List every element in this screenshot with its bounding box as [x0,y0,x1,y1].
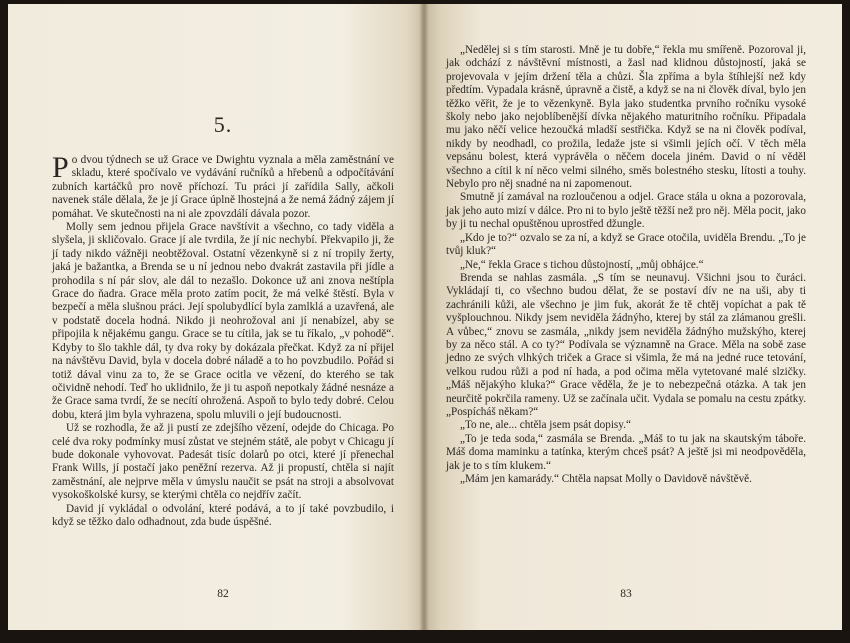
paragraph: „Mám jen kamarády.“ Chtěla napsat Molly o Davidově návštěvě. [460,473,752,485]
right-page [424,4,842,630]
paragraph: Molly sem jednou přijela Grace navštívit a všechno, co tady viděla a slyšela, ji skličovalo. Grace jí ale tvrdila, že jí nic nechybí. Překvapilo ji, že jí tady nikdo vážněji neobtěžoval. Ostatní vězenkyně si z ní tropily žerty, jaká je bažantka, a Brenda se u ní jednou nebo dvakrát zastavila při jídle a prohodila s ní pár slov, ale dál to nezašlo. Dokonce už ani znova neštípla Grace do ňadra. Grace měla proto zatím pocit, že má velké štěstí. Byla v bezpečí a měla slušnou práci. Její spolubydlící byla zamlklá a uzavřená, ale v podstatě docela hodná. Nikdo ji neohrožoval ani jí nenabízel, aby se připojila k nějakému gangu. Grace se tu cítila, jak se tu říkalo, „v pohodě“. Kdyby to šlo takhle dál, ty dva roky by dokázala přečkat. Když za ní přijel na návštěvu David, byla v docela dobré náladě a to ho povzbudilo. Pořád si totiž dával vinu za to, že se Grace ocitla ve vězení, do kterého se tak očividně nehodí. Teď ho uklidnilo, že ji tu aspoň nepotkaly žádné nesnáze a že Grace sama tvrdí, že se necítí ohrožená. Aspoň to bylo tedy dobré. Celou dobu, která jim byla vyhrazena, spolu mluvili o její budoucnosti. [52,221,394,421]
book-spread [8,4,842,630]
paragraph [52,151,394,221]
paragraph: Brenda se nahlas zasmála. „S tím se neunavuj. Všichni jsou to čuráci. Vykládají ti, co všechno budou dělat, že se postaví dív ne na uši, aby ti zachránili kůži, ale všechno je jim fuk, akorát že tě chtěj vopíchat a pak tě vyšplouchnou. Nikdy jsem neviděla žádnýho, kterej by stál za zlámanou grešli. A vůbec,“ znovu se zasmála, „nikdy jsem neviděla žádnýho mužskýho, kterej by za něco stál. A co ty?“ Podívala se významně na Grace. Měla na sobě zase jedno ze svých vlhkých triček a Grace si všimla, že má na jedné ruce tetování, velkou rudou růži a pod ní hada, a pod očima měla vytetované malé slzičky. „Máš nějakýho kluka?“ Grace věděla, že je to nebezpečná otázka. A tak jen neurčitě pokrčila rameny. Už se začínala učit. Vydala se pomalu na cestu zpátky. „Pospícháš někam?“ [446,271,806,418]
page-number: 82 [217,588,229,600]
page-number: 83 [620,588,632,600]
drop-cap: P [52,151,69,184]
left-page [8,4,424,630]
right-page-text [446,44,806,486]
paragraph: Smutně jí zamával na rozloučenou a odjel. Grace stála u okna a pozorovala, jak jeho auto mizí v dálce. Pro ni to bylo ještě těžší než pro něj. Měla pocit, jako by ji tu nechal opuštěnou uprostřed džungle. [446,191,806,231]
left-page-text [52,151,394,529]
paragraph: „Nedělej si s tím starosti. Mně je tu dobře,“ řekla mu smířeně. Pozoroval ji, jak odchází z návštěvní místnosti, a žasl nad klidnou důstojností, jaká se projevovala v jejím držení těla a chůzi. Šla zpříma a byla štíhlejší než kdy předtím. Vypadala krásně, úpravně a čistě, a když se na ni člověk díval, bylo jen těžko věřit, že je to vězenkyně. Byla jako studentka prvního ročníku vysoké školy nebo jako nejoblíbenější dívka nějakého maturitního ročníku. Připadala mu jako něčí velice hezoučká mladší sestřička. Když se na ni člověk podíval, nikdy by neodhadl, co prožila, ledaže jste si všimli jejích očí. V těch měla vepsánu bolest, která vyprávěla o něčem docela jiném. David o ní věděl všechno a cítil k ní něco velmi silného, směs bolestného stesku, lítosti a touhy. Nebylo pro něj snadné na ni zapomenout. [446,44,806,191]
paragraph: „To je teda soda,“ zasmála se Brenda. „Máš to tu jak na skautským táboře. Máš doma maminku a tatínka, kterým chceš psát? A ještě jsi mi neodpověděla, jak je to s tím klukem.“ [446,432,806,472]
paragraph: „To ne, ale... chtěla jsem psát dopisy.“ [460,419,631,432]
paragraph-text: o dvou týdnech se už Grace ve Dwightu vyznala a měla zaměstnání ve skladu, které spočívalo ve vydávání ručníků a hřebenů a odpočítávání zubních kartáčků pro nově příchozí. Tu práci jí zařídila Sally, ačkoli navenek stále dělala, že je jí Grace úplně lhostejná a že nemá žádný zájem jí pomáhat. Ve skutečnosti na ni ale zpovzdálí dávala pozor. [52,154,394,220]
chapter-number: 5. [213,112,233,137]
paragraph: „Ne,“ řekla Grace s tichou důstojností, „můj obhájce.“ [460,258,704,271]
paragraph: Už se rozhodla, že až ji pustí ze zdejšího vězení, odejde do Chicaga. Po celé dva roky podmínky musí zůstat ve stejném státě, ale pobyt v Chicagu jí bude dokonale vyhovovat. Padesát tisíc dolarů po otci, které jí přenechal Frank Wills, jí postačí jako peněžní rezerva. Až ji propustí, chtěla si najít zaměstnání, ale nejprve měla v úmyslu naučit se psát na stroji a absolvovat vysokoškolské kursy, se kterými chtěla co nejdřív začít. [52,422,394,502]
paragraph: „Kdo je to?“ ozvalo se za ní, a když se Grace otočila, uviděla Brendu. „To je tvůj kluk?“ [446,231,806,258]
paragraph: David jí vykládal o odvolání, které podává, a to jí také povzbudilo, i když se těžko dalo odhadnout, zda bude úspěšné. [52,502,394,528]
